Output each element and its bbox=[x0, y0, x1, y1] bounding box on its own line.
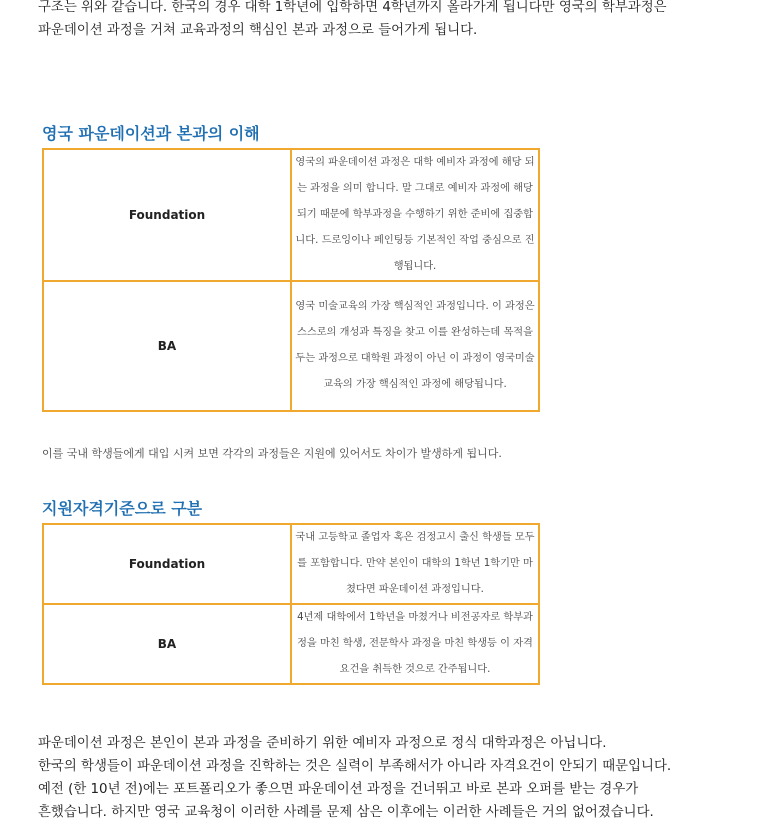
section-title-understanding: 영국 파운데이션과 본과의 이해 bbox=[42, 124, 260, 143]
table-foundation-ba-understanding bbox=[42, 148, 540, 412]
table-row bbox=[43, 281, 539, 411]
row-label-foundation: Foundation bbox=[43, 524, 291, 604]
outro-paragraph bbox=[38, 732, 671, 824]
row-description: 영국의 파운데이션 과정은 대학 예비자 과정에 해당 되는 과정을 의미 합니다. 말 그대로 예비자 과정에 해당되기 때문에 학부과정을 수행하기 위한 준비에 집중합니다. 드로잉이나 페인팅등 기본적인 작업 중심으로 진행됩니다. bbox=[291, 149, 539, 281]
intro-line-1: 구조는 위와 같습니다. 한국의 경우 대학 1학년에 입학하면 4학년까지 올라가게 됩니다만 영국의 학부과정은 bbox=[38, 0, 667, 15]
row-label-foundation: Foundation bbox=[43, 149, 291, 281]
row-description: 영국 미술교육의 가장 핵심적인 과정입니다. 이 과정은 스스로의 개성과 특징을 찾고 이를 완성하는데 목적을 두는 과정으로 대학원 과정이 아닌 이 과정이 영국미술교육의 가장 핵심적인 과정에 해당됩니다. bbox=[291, 281, 539, 411]
row-description: 국내 고등학교 졸업자 혹은 검정고시 출신 학생들 모두를 포함합니다. 만약 본인이 대학의 1학년 1학기만 마쳤다면 파운데이션 과정입니다. bbox=[291, 524, 539, 604]
outro-line: 흔했습니다. 하지만 영국 교육청이 이러한 사례를 문제 삼은 이후에는 이러한 사례들은 거의 없어졌습니다. bbox=[38, 805, 654, 820]
intro-line-2: 파운데이션 과정을 거쳐 교육과정의 핵심인 본과 과정으로 들어가게 됩니다. bbox=[38, 23, 478, 38]
row-label-ba: BA bbox=[43, 604, 291, 684]
row-description: 4년제 대학에서 1학년을 마쳤거나 비전공자로 학부과정을 마친 학생, 전문학사 과정을 마친 학생등 이 자격요건을 취득한 것으로 간주됩니다. bbox=[291, 604, 539, 684]
intro-paragraph bbox=[38, 0, 667, 42]
mid-note: 이를 국내 학생들에게 대입 시켜 보면 각각의 과정들은 지원에 있어서도 차이가 발생하게 됩니다. bbox=[42, 447, 502, 460]
table-row bbox=[43, 149, 539, 281]
outro-line: 한국의 학생들이 파운데이션 과정을 진학하는 것은 실력이 부족해서가 아니라 자격요건이 안되기 때문입니다. bbox=[38, 759, 672, 774]
section-title-eligibility: 지원자격기준으로 구분 bbox=[42, 499, 203, 518]
outro-line: 파운데이션 과정은 본인이 본과 과정을 준비하기 위한 예비자 과정으로 정식 대학과정은 아닙니다. bbox=[38, 736, 607, 751]
row-label-ba: BA bbox=[43, 281, 291, 411]
table-row bbox=[43, 604, 539, 684]
table-eligibility bbox=[42, 523, 540, 685]
outro-line: 예전 (한 10년 전)에는 포트폴리오가 좋으면 파운데이션 과정을 건너뛰고 바로 본과 오퍼를 받는 경우가 bbox=[38, 782, 639, 797]
table-row bbox=[43, 524, 539, 604]
